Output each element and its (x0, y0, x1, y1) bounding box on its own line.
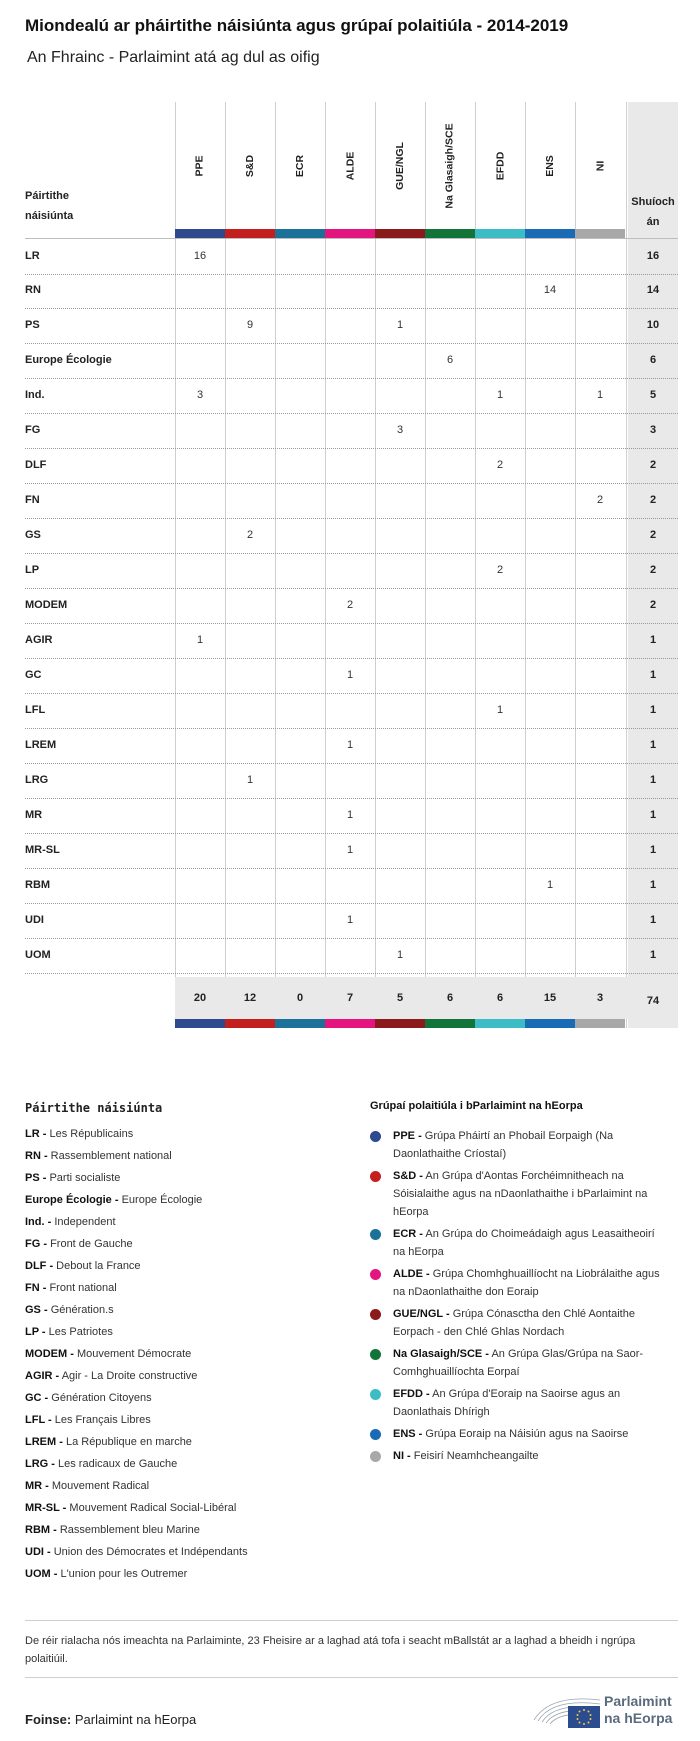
source-credit: Foinse: Parlaimint na hEorpa (25, 1712, 197, 1727)
table-row (25, 518, 678, 554)
table-row (25, 938, 678, 974)
row-total: 1 (649, 774, 657, 786)
row-total: 16 (646, 250, 660, 262)
party-legend (25, 1126, 345, 1588)
row-total: 1 (649, 634, 657, 646)
seat-cell: 3 (196, 389, 204, 401)
legend-dot-icon (370, 1269, 381, 1280)
party-legend-title: Páirtithe náisiúnta (25, 1101, 163, 1115)
party-label: Ind. (25, 389, 45, 401)
row-total: 3 (649, 424, 657, 436)
legend-dot-icon (370, 1229, 381, 1240)
group-total: 12 (243, 992, 257, 1004)
party-label: AGIR (25, 634, 53, 646)
legend-dot-icon (370, 1389, 381, 1400)
party-legend-item: LRG - Les radicaux de Gauche (25, 1458, 178, 1470)
party-label: UDI (25, 914, 44, 926)
group-total: 6 (446, 992, 454, 1004)
group-column-header: S&D (243, 154, 256, 178)
group-column-header: EFDD (494, 151, 506, 181)
party-label: MR-SL (25, 844, 60, 856)
party-label: PS (25, 319, 40, 331)
table-row (25, 413, 678, 449)
party-legend-item: MR-SL - Mouvement Radical Social-Libéral (25, 1502, 237, 1514)
group-color-bar (425, 1019, 475, 1028)
row-total: 1 (649, 914, 657, 926)
group-legend-item: Na Glasaigh/SCE - An Grúpa Glas/Grúpa na Saor-Comhghuaillíochta Eorpaí (370, 1345, 670, 1381)
group-legend-item: ALDE - Grúpa Chomhghuaillíocht na Liobrálaithe agus na nDaonlathaithe don Eoraip (370, 1265, 670, 1301)
group-column-header: PPE (193, 155, 206, 177)
party-legend-item: FN - Front national (25, 1282, 117, 1294)
row-total: 2 (649, 599, 657, 611)
table-row (25, 378, 678, 414)
seat-cell: 2 (496, 459, 504, 471)
table-row (25, 693, 678, 729)
table-row (25, 903, 678, 939)
group-legend-item: NI - Feisirí Neamhcheangailte (370, 1447, 670, 1465)
table-row (25, 658, 678, 694)
group-column-header: GUE/NGL (394, 142, 406, 190)
group-color-bar (525, 1019, 575, 1028)
seat-cell: 1 (196, 634, 204, 646)
group-color-bar (175, 1019, 225, 1028)
table-row (25, 483, 678, 519)
table-row (25, 343, 678, 379)
group-color-bar (225, 229, 275, 238)
party-legend-item: PS - Parti socialiste (25, 1172, 121, 1184)
seat-cell: 1 (496, 704, 504, 716)
row-total: 6 (649, 354, 657, 366)
seat-cell: 1 (496, 389, 504, 401)
table-row (25, 728, 678, 764)
party-legend-item: LREM - La République en marche (25, 1436, 192, 1448)
table-row (25, 238, 678, 275)
row-total: 2 (649, 564, 657, 576)
party-legend-item: LFL - Les Français Libres (25, 1414, 151, 1426)
seat-cell: 1 (246, 774, 254, 786)
group-column-header: ALDE (344, 151, 356, 181)
row-total: 1 (649, 669, 657, 681)
table-row (25, 588, 678, 624)
group-legend-item: ECR - An Grúpa do Choimeádaigh agus Leasaitheoirí na hEorpa (370, 1225, 670, 1261)
group-color-bar (175, 229, 225, 238)
group-legend-item: S&D - An Grúpa d'Aontas Forchéimnitheach na Sóisialaithe agus na nDaonlathaithe i bParlaimint na hEorpa (370, 1167, 670, 1221)
party-legend-item: MR - Mouvement Radical (25, 1480, 150, 1492)
party-label: LP (25, 564, 40, 576)
total-column-header: Shuíoch án (631, 196, 675, 228)
seat-cell: 1 (346, 844, 354, 856)
row-total: 5 (649, 389, 657, 401)
logo-text: Parlaimint na hEorpa (604, 1693, 673, 1726)
table-row (25, 448, 678, 484)
party-label: LR (25, 250, 40, 262)
legend-dot-icon (370, 1171, 381, 1182)
group-column-header: NI (594, 160, 606, 172)
party-label: MODEM (25, 599, 68, 611)
seat-cell: 14 (543, 284, 557, 296)
group-total: 15 (543, 992, 557, 1004)
group-legend-title: Grúpaí polaitiúla i bParlaimint na hEorpa (370, 1100, 583, 1112)
row-total: 1 (649, 879, 657, 891)
group-color-bar (375, 229, 425, 238)
footnote: De réir rialacha nós imeachta na Parlaiminte, 23 Fheisire ar a laghad atá tofa i seacht mBallstát ar a laghad a bheidh i ngrúpa polaitiúil. (25, 1635, 636, 1665)
seat-cell: 2 (246, 529, 254, 541)
table-row (25, 868, 678, 904)
party-label: RN (25, 284, 41, 296)
party-legend-item: RN - Rassemblement national (25, 1150, 172, 1162)
party-label: FN (25, 494, 40, 506)
seat-cell: 2 (496, 564, 504, 576)
seat-cell: 9 (246, 319, 254, 331)
seat-cell: 1 (396, 949, 404, 961)
party-legend-item: DLF - Debout la France (25, 1260, 141, 1272)
party-legend-item: RBM - Rassemblement bleu Marine (25, 1524, 200, 1536)
row-total: 14 (646, 284, 660, 296)
party-legend-item: AGIR - Agir - La Droite constructive (25, 1370, 198, 1382)
group-column-header: Na Glasaigh/SCE (444, 123, 457, 209)
page-title: Miondealú ar pháirtithe náisiúnta agus grúpaí polaitiúla - 2014-2019 (25, 16, 569, 35)
group-color-bar (425, 229, 475, 238)
party-label: MR (25, 809, 43, 821)
party-legend-item: GS - Génération.s (25, 1304, 114, 1316)
seat-cell: 1 (346, 809, 354, 821)
party-label: DLF (25, 459, 47, 471)
page-subtitle: An Fhrainc - Parlaimint atá ag dul as oifig (27, 49, 320, 66)
row-total: 1 (649, 809, 657, 821)
party-label: UOM (25, 949, 51, 961)
row-total: 1 (649, 844, 657, 856)
group-column-header: ECR (293, 154, 306, 178)
seat-cell: 2 (346, 599, 354, 611)
party-label: FG (25, 424, 41, 436)
group-color-bar (275, 229, 325, 238)
row-total: 2 (649, 494, 657, 506)
group-color-bar (275, 1019, 325, 1028)
seat-cell: 1 (346, 739, 354, 751)
party-column-header: Páirtithe náisiúnta (25, 190, 74, 222)
group-column-header: ENS (544, 155, 556, 177)
group-legend-item: GUE/NGL - Grúpa Cónasctha den Chlé Aontaithe Eorpach - den Chlé Ghlas Nordach (370, 1305, 670, 1341)
group-legend-item: PPE - Grúpa Pháirtí an Phobail Eorpaigh (Na Daonlathaithe Críostaí) (370, 1127, 670, 1163)
group-legend-item: EFDD - An Grúpa d'Eoraip na Saoirse agus an Daonlathais Dhírigh (370, 1385, 670, 1421)
row-total: 1 (649, 949, 657, 961)
group-color-bar (225, 1019, 275, 1028)
party-legend-item: LR - Les Républicains (25, 1128, 134, 1140)
table-row (25, 623, 678, 659)
seat-cell: 1 (346, 669, 354, 681)
group-legend (370, 1127, 670, 1469)
group-total: 7 (346, 992, 354, 1004)
group-color-bar (575, 229, 625, 238)
party-label: GC (25, 669, 42, 681)
row-total: 1 (649, 704, 657, 716)
table-row (25, 763, 678, 799)
group-total: 5 (396, 992, 404, 1004)
group-legend-item: ENS - Grúpa Eoraip na Náisiún agus na Saoirse (370, 1425, 670, 1443)
group-color-bar (525, 229, 575, 238)
table-row (25, 308, 678, 344)
group-total: 20 (193, 992, 207, 1004)
divider (25, 1620, 678, 1621)
group-color-bar (575, 1019, 625, 1028)
row-total: 2 (649, 459, 657, 471)
seat-cell: 6 (446, 354, 454, 366)
group-color-bar (475, 229, 525, 238)
table-row (25, 553, 678, 589)
group-color-bar (325, 1019, 375, 1028)
party-legend-item: GC - Génération Citoyens (25, 1392, 152, 1404)
group-color-bar (375, 1019, 425, 1028)
row-total: 2 (649, 529, 657, 541)
row-total: 1 (649, 739, 657, 751)
seat-cell: 1 (546, 879, 554, 891)
group-total: 0 (296, 992, 304, 1004)
seat-cell: 1 (596, 389, 604, 401)
party-legend-item: FG - Front de Gauche (25, 1238, 133, 1250)
table-row (25, 833, 678, 869)
legend-dot-icon (370, 1349, 381, 1360)
group-color-bar (475, 1019, 525, 1028)
group-color-bar (325, 229, 375, 238)
party-label: LREM (25, 739, 57, 751)
table-row (25, 798, 678, 834)
grand-total: 74 (646, 995, 660, 1007)
legend-dot-icon (370, 1309, 381, 1320)
party-label: RBM (25, 879, 51, 891)
seat-cell: 1 (346, 914, 354, 926)
seat-cell: 3 (396, 424, 404, 436)
seat-cell: 16 (193, 250, 207, 262)
divider (25, 1677, 678, 1678)
party-label: LRG (25, 774, 49, 786)
party-label: GS (25, 529, 41, 541)
party-legend-item: MODEM - Mouvement Démocrate (25, 1348, 192, 1360)
party-label: Europe Écologie (25, 354, 112, 366)
party-legend-item: Europe Écologie - Europe Écologie (25, 1194, 203, 1206)
seat-cell: 1 (396, 319, 404, 331)
group-total: 3 (596, 992, 604, 1004)
table-row (25, 273, 678, 309)
party-legend-item: UOM - L'union pour les Outremer (25, 1568, 188, 1580)
party-legend-item: LP - Les Patriotes (25, 1326, 113, 1338)
legend-dot-icon (370, 1131, 381, 1142)
party-legend-item: UDI - Union des Démocrates et Indépendants (25, 1546, 248, 1558)
row-total: 10 (646, 319, 660, 331)
legend-dot-icon (370, 1429, 381, 1440)
party-label: LFL (25, 704, 46, 716)
party-legend-item: Ind. - Independent (25, 1216, 116, 1228)
group-total: 6 (496, 992, 504, 1004)
seat-cell: 2 (596, 494, 604, 506)
legend-dot-icon (370, 1451, 381, 1462)
